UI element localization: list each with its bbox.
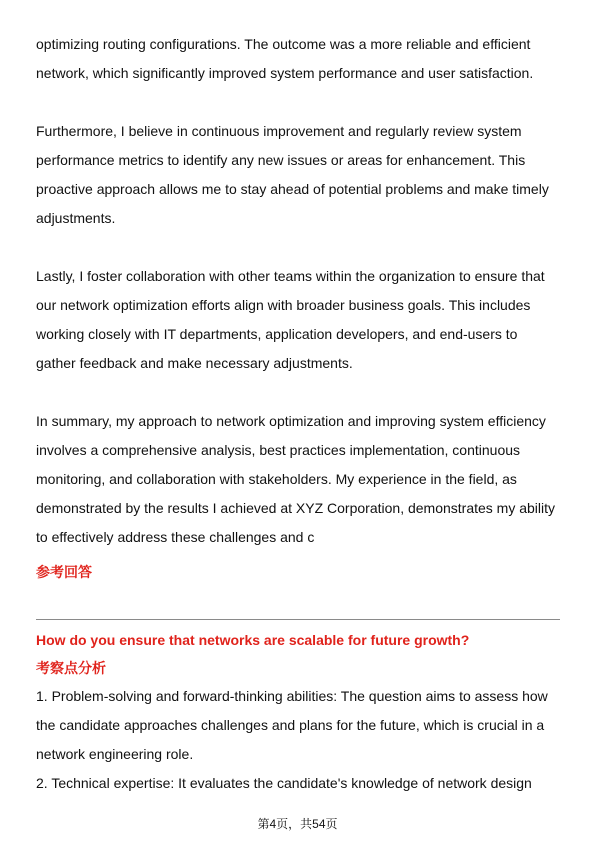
analysis-item-1: 1. Problem-solving and forward-thinking abilities: The question aims to assess how the candidate approaches challenges and plans for the future, which is crucial in a network engineering role. bbox=[36, 688, 548, 762]
reference-answer-label: 参考回答 bbox=[36, 564, 92, 580]
answer-paragraph-3: Lastly, I foster collaboration with other teams within the organization to ensure that our network optimization efforts align with broader business goals. This includes working closely with IT departments, application developers, and end-users to gather feedback and make necessary adjustments. bbox=[36, 268, 545, 371]
page-content bbox=[36, 30, 560, 798]
answer-paragraph-2: Furthermore, I believe in continuous improvement and regularly review system performance metrics to identify any new issues or areas for enhancement. This proactive approach allows me to stay ahead of potential problems and make timely adjustments. bbox=[36, 123, 549, 226]
analysis-item-2: 2. Technical expertise: It evaluates the candidate's knowledge of network design bbox=[36, 775, 532, 791]
answer-paragraph-1: optimizing routing configurations. The outcome was a more reliable and efficient network, which significantly improved system performance and user satisfaction. bbox=[36, 36, 534, 81]
analysis-label: 考察点分析 bbox=[36, 660, 106, 676]
question-heading: How do you ensure that networks are scalable for future growth? bbox=[36, 632, 470, 648]
page-indicator: 第4页，共54页 bbox=[257, 817, 338, 831]
answer-paragraph-4: In summary, my approach to network optimization and improving system efficiency involves a comprehensive analysis, best practices implementation, continuous monitoring, and collaboration with stakeholders. My experience in the field, as demonstrated by the results I achieved at XYZ Corporation, demonstrates my ability to effectively address these challenges and c bbox=[36, 413, 556, 545]
section-divider bbox=[36, 619, 560, 620]
